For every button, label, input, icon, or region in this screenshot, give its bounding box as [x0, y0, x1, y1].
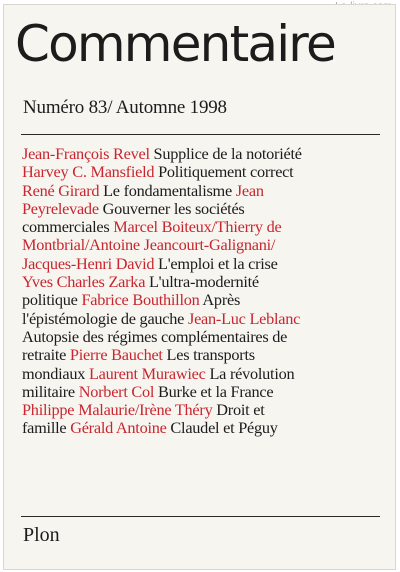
author-name: Pierre Bauchet: [69, 345, 163, 365]
contents-line: [22, 218, 382, 236]
author-name: Laurent Murawiec: [88, 363, 206, 383]
author-name: Jean-François Revel: [22, 144, 150, 163]
contents-line: [22, 273, 382, 291]
publisher-name: Plon: [23, 524, 60, 546]
article-title: L'ultra-modernité: [145, 272, 259, 292]
contents-line: [22, 255, 382, 273]
contents-line: [22, 383, 382, 401]
article-title: Claudel et Péguy: [166, 418, 278, 438]
author-name: Philippe Malaurie/Irène Théry: [22, 400, 213, 420]
contents-line: [22, 200, 382, 218]
contents-line: [22, 419, 382, 437]
article-title: Gouverner les sociétés: [98, 198, 245, 218]
article-title: l'épistémologie de gauche: [22, 308, 188, 328]
author-name: Montbrial/Antoine Jeancourt-Galignani/: [22, 235, 276, 255]
author-name: Marcel Boiteux/Thierry de: [113, 217, 282, 237]
article-title: L'emploi et la crise: [154, 253, 278, 273]
magazine-title: Commentaire: [15, 15, 335, 73]
contents-line: [22, 310, 382, 328]
article-title: Politiquement correct: [154, 162, 294, 182]
article-title: Burke et la France: [154, 381, 274, 401]
contents-line: [22, 163, 382, 181]
contents-line: [22, 365, 382, 383]
article-title: mondiaux: [22, 363, 89, 383]
article-title: Les transports: [162, 345, 255, 365]
author-name: René Girard: [22, 180, 100, 200]
top-divider: [21, 134, 380, 135]
article-title: Autopsie des régimes complémentaires de: [22, 326, 288, 346]
article-title: Supplice de la notoriété: [149, 144, 302, 163]
article-title: Droit et: [212, 400, 265, 420]
magazine-cover: [3, 4, 396, 570]
author-name: Jean: [235, 180, 264, 200]
contents-line: [22, 328, 382, 346]
article-title: politique: [22, 290, 82, 310]
bottom-divider: [21, 516, 380, 517]
table-of-contents: [22, 145, 382, 438]
issue-number: Numéro 83/ Automne 1998: [23, 97, 227, 118]
article-title: Après: [199, 290, 241, 310]
article-title: famille: [22, 418, 71, 438]
author-name: Yves Charles Zarka: [22, 272, 146, 292]
author-name: Peyrelevade: [22, 198, 99, 218]
article-title: Le fondamentalisme: [99, 180, 236, 200]
contents-line: [22, 236, 382, 254]
author-name: Gérald Antoine: [70, 418, 167, 438]
article-title: commerciales: [22, 217, 114, 237]
contents-line: [22, 346, 382, 364]
author-name: Norbert Col: [78, 381, 155, 401]
article-title: militaire: [22, 381, 79, 401]
article-title: La révolution: [205, 363, 295, 383]
author-name: Jacques-Henri David: [22, 253, 155, 273]
contents-line: [22, 182, 382, 200]
contents-line: [22, 291, 382, 309]
author-name: Jean-Luc Leblanc: [187, 308, 301, 328]
contents-line: [22, 145, 382, 163]
contents-line: [22, 401, 382, 419]
article-title: retraite: [22, 345, 70, 365]
author-name: Fabrice Bouthillon: [81, 290, 200, 310]
author-name: Harvey C. Mansfield: [22, 162, 155, 182]
